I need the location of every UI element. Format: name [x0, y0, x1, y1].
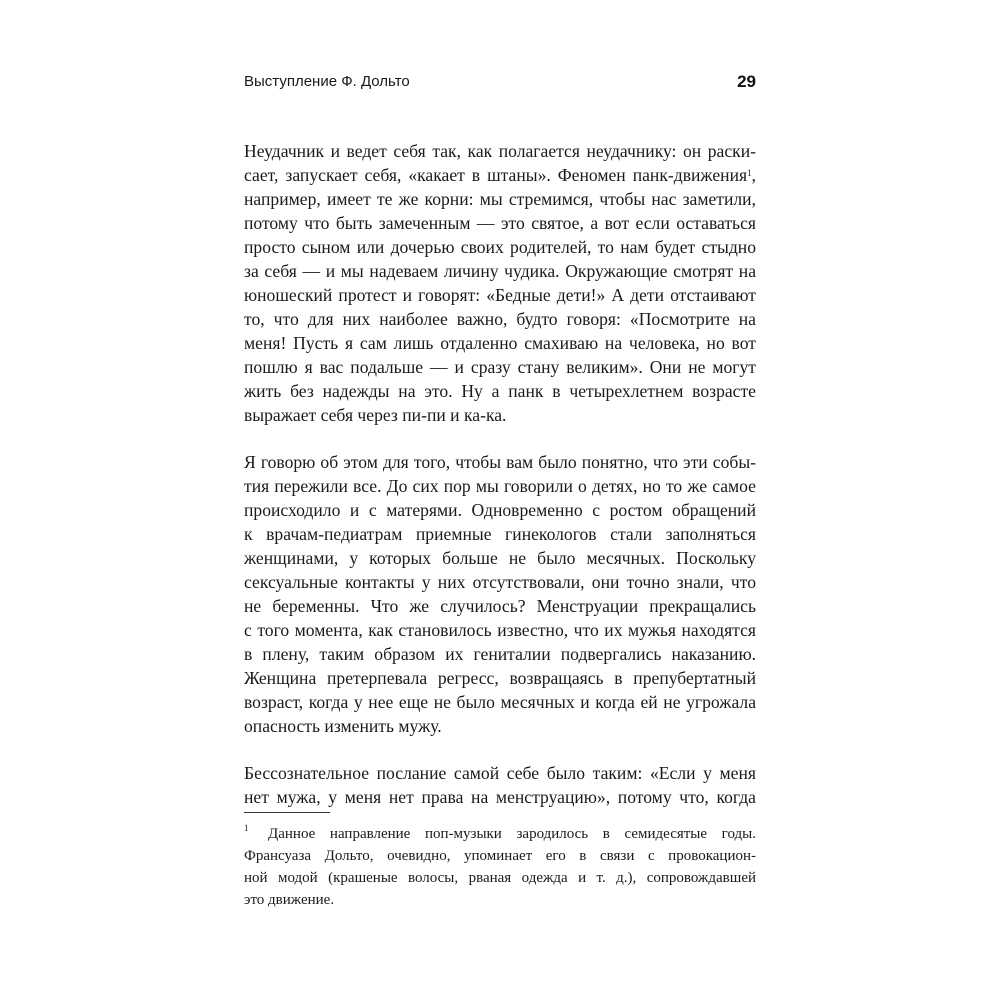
text-line: происходило и с матерями. Одновременно с ростом обращений	[244, 500, 756, 520]
text-line-content: сает, запускает себя, «какает в штаны». Феномен панк-движения	[244, 165, 748, 185]
text-line: нет мужа, у меня нет права на менструацию», потому что, когда	[244, 787, 756, 807]
text-line: меня! Пусть я сам лишь отдаленно смахиваю на человека, но вот	[244, 333, 756, 353]
text-line: потому что быть замеченным — это святое, а вот если оставаться	[244, 213, 756, 233]
footnote-marker: 1	[244, 823, 249, 833]
text-line: Женщина претерпевала регресс, возвращаясь в препубертатный	[244, 668, 756, 688]
text-line: пошлю я вас подальше — и сразу стану великим». Они не могут	[244, 357, 756, 377]
paragraph-3	[244, 761, 756, 809]
text-line: за себя — и мы надеваем личину чудика. Окружающие смотрят на	[244, 261, 756, 281]
body-text	[244, 139, 756, 832]
footnote-line: это движение.	[244, 892, 335, 908]
footnote-reference[interactable]: 1	[747, 168, 752, 178]
footnote-text	[244, 823, 756, 911]
text-line: Бессознательное послание самой себе было таким: «Если у меня	[244, 763, 756, 783]
text-line: опасность изменить мужу.	[244, 716, 442, 736]
text-line: Я говорю об этом для того, чтобы вам было понятно, что эти собы-	[244, 452, 756, 472]
footnote-line: Франсуаза Дольто, очевидно, упоминает его в связи с провокацион-	[244, 848, 756, 864]
book-page	[244, 0, 756, 1000]
text-line: к врачам-педиатрам приемные гинекологов стали заполняться	[244, 524, 756, 544]
text-line: жить без надежды на это. Ну а панк в четырехлетнем возрасте	[244, 381, 756, 401]
page-number: 29	[737, 72, 756, 91]
text-line: сает, запускает себя, «какает в штаны». Феномен панк-движения$^1$,	[244, 165, 756, 185]
text-line: сексуальные контакты у них отсутствовали, они точно знали, что	[244, 572, 756, 592]
text-line: выражает себя через пи-пи и ка-ка.	[244, 405, 507, 425]
text-line: не беременны. Что же случилось? Менструации прекращались	[244, 596, 756, 616]
paragraph-1	[244, 139, 756, 427]
text-line: например, имеет те же корни: мы стремимся, чтобы нас заметили,	[244, 189, 756, 209]
paragraph-2	[244, 450, 756, 738]
footnote-line: Данное направление поп-музыки зародилось в семидесятые годы.	[268, 826, 756, 842]
footnote-divider	[244, 812, 330, 813]
footnote-line: ной модой (крашеные волосы, рваная одежда и т. д.), сопровождавшей	[244, 870, 756, 886]
text-line: возраст, когда у нее еще не было месячных и когда ей не угрожала	[244, 692, 756, 712]
text-line: женщинами, у которых больше не было месячных. Поскольку	[244, 548, 756, 568]
text-line: юношеский протест и говорят: «Бедные дети!» А дети отстаивают	[244, 285, 756, 305]
text-line: с того момента, как становилось известно, что их мужья находятся	[244, 620, 756, 640]
text-line: Неудачник и ведет себя так, как полагается неудачнику: он раски-	[244, 141, 756, 161]
running-head	[244, 72, 756, 96]
text-line: тия пережили все. До сих пор мы говорили о детях, но то же самое	[244, 476, 756, 496]
text-line: в плену, таким образом их гениталии подвергались наказанию.	[244, 644, 756, 664]
running-title: Выступление Ф. Дольто	[244, 73, 410, 90]
text-line: просто сыном или дочерью своих родителей, то нам будет стыдно	[244, 237, 756, 257]
text-line: то, что для них наиболее важно, будто говоря: «Посмотрите на	[244, 309, 756, 329]
